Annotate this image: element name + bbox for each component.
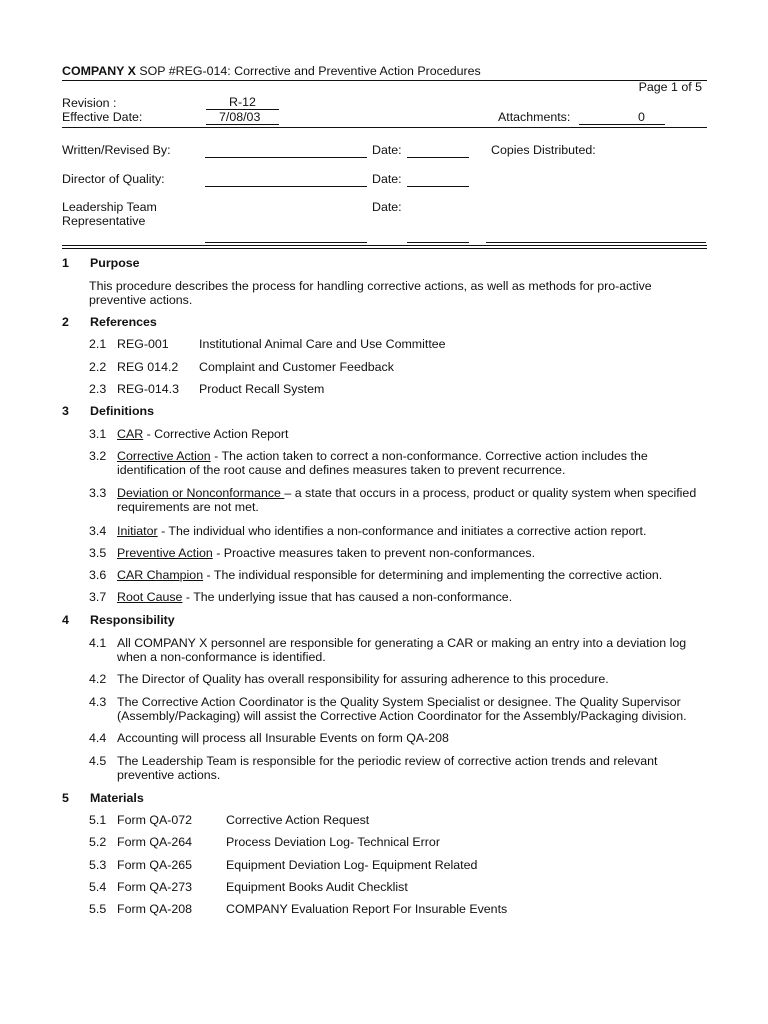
definition-text: - Corrective Action Report — [143, 427, 289, 441]
definition-text: - The action taken to correct a non-conformance. Corrective action includes the identification of the root cause and defines measures taken to prevent recurrence. — [117, 449, 648, 477]
date-label: Date: — [372, 200, 402, 214]
responsibility-text: All COMPANY X personnel are responsible for generating a CAR or making an entry into a deviation log when a non-conformance is identified. — [117, 636, 687, 664]
purpose-text: This procedure describes the process for handling corrective actions, as well as methods for pro-active preventive actions. — [89, 279, 652, 307]
date-label: Date: — [372, 172, 402, 186]
item-number: 5.3 — [89, 858, 107, 872]
copies-distributed-label: Copies Distributed: — [491, 143, 596, 157]
section-title: References — [90, 315, 157, 329]
attachments-underline — [579, 124, 665, 125]
section-number: 1 — [62, 256, 69, 270]
reference-code: REG 014.2 — [117, 360, 179, 374]
date-line — [407, 186, 469, 187]
header-divider — [62, 127, 707, 128]
revision-value: R-12 — [229, 95, 256, 109]
definition-text: - Proactive measures taken to prevent non-conformances. — [212, 546, 536, 560]
director-signature-line — [205, 186, 367, 187]
section-title: Definitions — [90, 404, 155, 418]
form-code: Form QA-208 — [117, 902, 193, 916]
section-number: 5 — [62, 791, 69, 805]
date-line — [407, 242, 469, 243]
copies-distributed-line — [486, 242, 706, 243]
effective-date-label: Effective Date: — [62, 110, 143, 124]
written-by-label: Written/Revised By: — [62, 143, 171, 157]
form-code: Form QA-072 — [117, 813, 193, 827]
item-number: 3.4 — [89, 524, 107, 538]
reference-title: Institutional Animal Care and Use Committee — [199, 337, 446, 351]
section-number: 4 — [62, 613, 69, 627]
leadership-signature-line — [205, 242, 367, 243]
item-number: 3.2 — [89, 449, 107, 463]
date-label: Date: — [372, 143, 402, 157]
signoff-divider — [62, 245, 707, 246]
form-title: Equipment Books Audit Checklist — [226, 880, 408, 894]
leadership-label-line2: Representative — [62, 214, 146, 228]
attachments-value: 0 — [638, 110, 645, 124]
definition-term: CAR — [117, 427, 144, 441]
definition-term: Initiator — [117, 524, 158, 538]
written-by-signature-line — [205, 157, 367, 158]
responsibility-text: The Leadership Team is responsible for the periodic review of corrective action trends and relevant preventive actions. — [117, 754, 658, 782]
item-number: 3.7 — [89, 590, 107, 604]
reference-title: Product Recall System — [199, 382, 325, 396]
definition-text: - The individual responsible for determining and implementing the corrective action. — [203, 568, 663, 582]
section-number: 3 — [62, 404, 69, 418]
item-number: 5.1 — [89, 813, 107, 827]
revision-label: Revision : — [62, 96, 117, 110]
definition-term: Root Cause — [117, 590, 183, 604]
section-title: Responsibility — [90, 613, 175, 627]
item-number: 4.5 — [89, 754, 107, 768]
reference-code: REG-014.3 — [117, 382, 179, 396]
responsibility-text: The Director of Quality has overall responsibility for assuring adherence to this procedure. — [117, 672, 609, 686]
document-title — [62, 64, 481, 78]
item-number: 2.1 — [89, 337, 107, 351]
definition-term: Deviation or Nonconformance — [117, 486, 285, 500]
item-number: 3.1 — [89, 427, 107, 441]
section-title: Materials — [90, 791, 144, 805]
item-number: 3.6 — [89, 568, 107, 582]
definition-term: Preventive Action — [117, 546, 213, 560]
item-number: 3.3 — [89, 486, 107, 500]
form-code: Form QA-265 — [117, 858, 193, 872]
item-number: 5.5 — [89, 902, 107, 916]
definition-term: CAR Champion — [117, 568, 204, 582]
page-number: Page 1 of 5 — [638, 80, 702, 94]
header-rule — [62, 80, 707, 81]
reference-code: REG-001 — [117, 337, 169, 351]
form-title: Equipment Deviation Log- Equipment Related — [226, 858, 478, 872]
form-title: Process Deviation Log- Technical Error — [226, 835, 440, 849]
item-number: 4.1 — [89, 636, 107, 650]
item-number: 4.2 — [89, 672, 107, 686]
section-title: Purpose — [90, 256, 140, 270]
effective-date-underline — [206, 124, 279, 125]
company-name: COMPANY X — [62, 64, 136, 78]
form-code: Form QA-264 — [117, 835, 193, 849]
item-number: 4.4 — [89, 731, 107, 745]
definition-text: - The underlying issue that has caused a non-conformance. — [182, 590, 513, 604]
leadership-label-line1: Leadership Team — [62, 200, 157, 214]
form-code: Form QA-273 — [117, 880, 193, 894]
date-line — [407, 157, 469, 158]
effective-date-value: 7/08/03 — [219, 110, 261, 124]
item-number: 5.2 — [89, 835, 107, 849]
definition-text: - The individual who identifies a non-conformance and initiates a corrective action report. — [157, 524, 647, 538]
item-number: 3.5 — [89, 546, 107, 560]
item-number: 4.3 — [89, 695, 107, 709]
responsibility-text: The Corrective Action Coordinator is the Quality System Specialist or designee. The Quality Supervisor (Assembly/Packaging) will assist the Corrective Action Coordinator for the Assembly/Packaging division. — [117, 695, 687, 723]
attachments-label: Attachments: — [498, 110, 571, 124]
section-number: 2 — [62, 315, 69, 329]
reference-title: Complaint and Customer Feedback — [199, 360, 394, 374]
form-title: COMPANY Evaluation Report For Insurable Events — [226, 902, 508, 916]
item-number: 2.3 — [89, 382, 107, 396]
sop-title: SOP #REG-014: Corrective and Preventive Action Procedures — [139, 64, 481, 78]
definition-text: – a state that occurs in a process, product or quality system when specified requirements are not met. — [117, 486, 697, 514]
form-title: Corrective Action Request — [226, 813, 370, 827]
item-number: 2.2 — [89, 360, 107, 374]
signoff-divider-double — [62, 248, 707, 249]
definition-term: Corrective Action — [117, 449, 211, 463]
director-label: Director of Quality: — [62, 172, 165, 186]
responsibility-text: Accounting will process all Insurable Events on form QA-208 — [117, 731, 449, 745]
item-number: 5.4 — [89, 880, 107, 894]
